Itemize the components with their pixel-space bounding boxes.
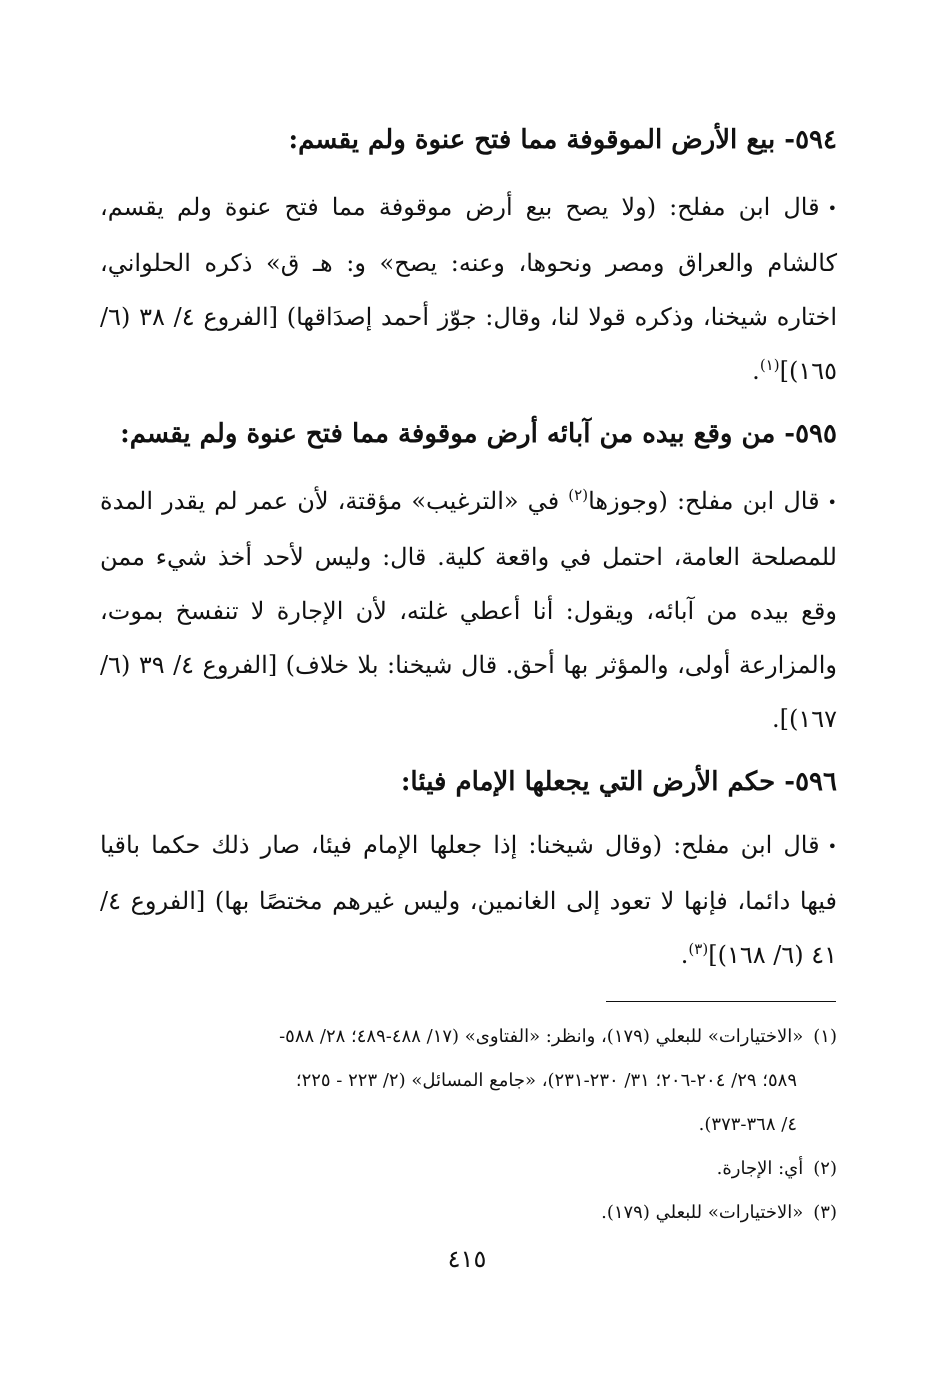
footnote-1-continued: ٥٨٩؛ ٢٩/ ٢٠٤-٢٠٦؛ ٣١/ ٢٣٠-٢٣١)، «جامع المسائل» (٢/ ٢٢٣ - ٢٢٥؛ bbox=[295, 1070, 797, 1091]
section-paragraph-595 bbox=[100, 474, 837, 746]
paragraph-end: . bbox=[680, 940, 689, 969]
footnote-ref[interactable]: (١) bbox=[759, 355, 780, 374]
footnote-ref[interactable]: (٣) bbox=[688, 939, 709, 958]
bullet-icon: • bbox=[827, 836, 837, 856]
footnote-1-continued: ٤/ ٣٦٨-٣٧٣). bbox=[698, 1114, 797, 1135]
bullet-icon: • bbox=[827, 198, 837, 218]
page-number: ٤١٥ bbox=[447, 1245, 487, 1273]
footnote-1 bbox=[100, 1015, 837, 1059]
paragraph-text-continued: في «الترغيب» مؤقتة، لأن عمر لم يقدر المدة للمصلحة العامة، احتمل في واقعة كلية. قال: وليس لأحد أخذ شيء ممن وقع بيده من آبائه، ويقول: أنا أعطي غلته، لأن الإجارة لا تنفسخ بموت، والمزارعة أولى، والمؤثر بها أحق. قال شيخنا: بلا خلاف) [الفروع ٤/ ٣٩ (٦/ ١٦٧)]. bbox=[100, 487, 837, 733]
footnote-number: (٣) bbox=[813, 1202, 837, 1223]
paragraph-text: قال ابن مفلح: (وجوزها bbox=[588, 487, 820, 515]
footnotes bbox=[100, 1015, 837, 1235]
footnote-number: (٢) bbox=[813, 1158, 837, 1179]
section-heading-596: ٥٩٦- حكم الأرض التي يجعلها الإمام فيئا: bbox=[400, 767, 837, 797]
section-paragraph-594 bbox=[100, 180, 837, 398]
section-paragraph-596 bbox=[100, 818, 837, 982]
footnote-divider bbox=[606, 1001, 836, 1002]
section-heading-594: ٥٩٤- بيع الأرض الموقوفة مما فتح عنوة ولم يقسم: bbox=[288, 125, 837, 155]
footnote-number: (١) bbox=[813, 1026, 837, 1047]
paragraph-text: قال ابن مفلح: (ولا يصح بيع أرض موقوفة مما فتح عنوة ولم يقسم، كالشام والعراق ومصر ونحوها، وعنه: يصح» و: هـ ق» ذكره الحلواني، اختاره شيخنا، وذكره قولا لنا، وقال: جوّز أحمد إصدَاقها) [الفروع ٤/ ٣٨ (٦/ ١٦٥)] bbox=[100, 193, 837, 385]
paragraph-text: قال ابن مفلح: (وقال شيخنا: إذا جعلها الإمام فيئا، صار ذلك حكما باقيا فيها دائما، فإنها لا تعود إلى الغانمين، وليس غيرهم مختصًا بها) [الفروع ٤/ ٤١ (٦/ ١٦٨)] bbox=[100, 831, 837, 969]
footnote-text: «الاختيارات» للبعلي (١٧٩)، وانظر: «الفتاوى» (١٧/ ٤٨٨-٤٨٩؛ ٢٨/ ٥٨٨- bbox=[279, 1026, 804, 1047]
paragraph-end: . bbox=[752, 356, 760, 385]
section-heading-595: ٥٩٥- من وقع بيده من آبائه أرض موقوفة مما فتح عنوة ولم يقسم: bbox=[120, 419, 837, 449]
bullet-icon: • bbox=[827, 492, 837, 512]
footnote-text: «الاختيارات» للبعلي (١٧٩). bbox=[601, 1202, 804, 1223]
footnote-text: أي: الإجارة. bbox=[716, 1158, 804, 1179]
footnote-2 bbox=[100, 1147, 837, 1191]
footnote-ref[interactable]: (٢) bbox=[568, 486, 589, 504]
footnote-3 bbox=[100, 1191, 837, 1235]
